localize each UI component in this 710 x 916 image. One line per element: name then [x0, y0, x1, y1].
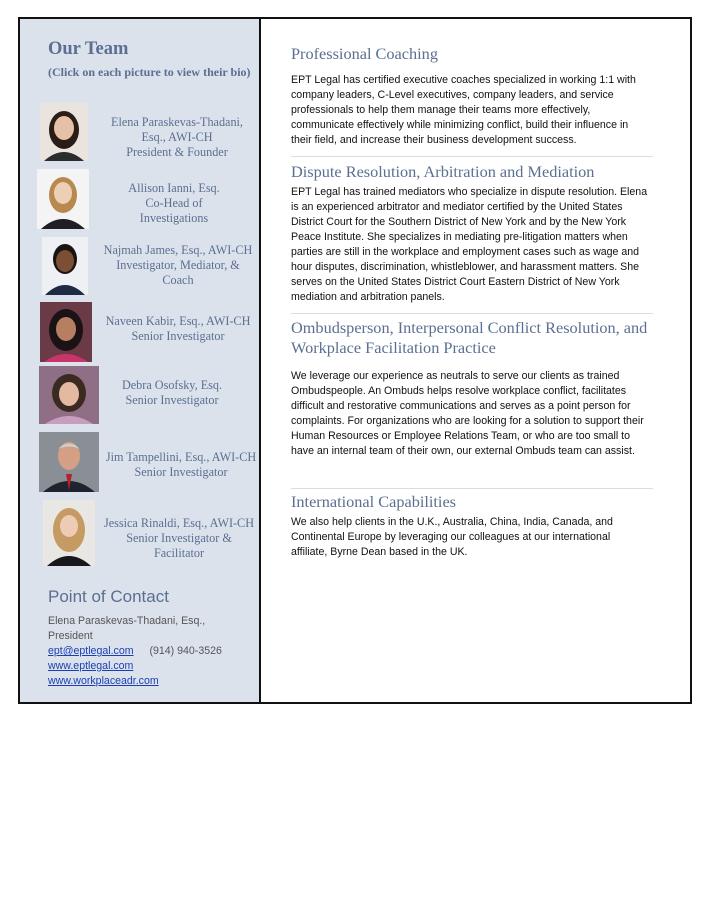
contact-title: Point of Contact — [48, 587, 169, 606]
body-text-line: Ombudspeople. An Ombuds helps resolve workplace conflict, facilitates — [291, 385, 627, 397]
portrait-photo[interactable] — [43, 500, 95, 566]
member-credential: Senior Investigator — [134, 465, 228, 479]
contact-name: Elena Paraskevas-Thadani, Esq., — [48, 615, 206, 627]
team-member-naveen[interactable] — [20, 302, 259, 364]
section-divider — [291, 488, 653, 489]
section-title-dispute: Dispute Resolution, Arbitration and Mediation — [291, 162, 595, 181]
team-member-allison[interactable] — [20, 169, 259, 231]
section-title-coaching: Professional Coaching — [291, 44, 438, 63]
body-text-line: company leaders, C-Level executives, company leaders, and service — [291, 89, 614, 101]
body-text-line: have an internal team of their own, our external Ombuds team can assist. — [291, 445, 635, 457]
section-title-ombuds: Ombudsperson, Interpersonal Conflict Resolution, and Workplace Facilitation Practice — [291, 318, 648, 357]
page-frame — [18, 17, 692, 704]
body-text-line: Continental Europe by leveraging our colleagues at our international — [291, 531, 611, 543]
member-credential: Co-Head of — [145, 196, 203, 210]
member-role: Coach — [162, 273, 194, 287]
member-name: Allison Ianni, Esq. — [128, 181, 220, 195]
portrait-photo[interactable] — [39, 366, 99, 424]
member-name: Jessica Rinaldi, Esq., AWI-CH — [104, 516, 254, 530]
body-text-line: hour disputes, discrimination, whistleblower, and harassment matters. She — [291, 261, 639, 273]
portrait-photo[interactable] — [42, 237, 88, 295]
body-text-line: difficult and restorative communications and serves as a point person for — [291, 400, 631, 412]
member-credential: Senior Investigator — [131, 329, 225, 343]
member-credential: Senior Investigator & — [126, 531, 232, 545]
section-body-international — [291, 515, 681, 560]
team-member-jessica[interactable] — [20, 500, 259, 568]
member-role: Investigations — [139, 211, 209, 225]
contact-email-row — [48, 645, 222, 657]
member-name: Jim Tampellini, Esq., AWI-CH — [105, 450, 257, 464]
body-text-line: We leverage our experience as neutrals to serve our clients as trained — [291, 370, 620, 382]
contact-position: President — [48, 630, 93, 642]
body-text-line: their field, and increase their business development success. — [291, 134, 577, 146]
member-name: Najmah James, Esq., AWI-CH — [103, 243, 253, 257]
member-role: Facilitator — [153, 546, 205, 560]
member-name: Naveen Kabir, Esq., AWI-CH — [105, 314, 251, 328]
member-role: President & Founder — [126, 145, 228, 159]
portrait-photo[interactable] — [37, 169, 89, 229]
portrait-photo[interactable] — [39, 432, 99, 492]
member-credential: Esq., AWI-CH — [141, 130, 213, 144]
member-credential: Investigator, Mediator, & — [116, 258, 240, 272]
section-body-coaching — [291, 73, 681, 148]
body-text-line: professionals to help them manage their teams more effectively, — [291, 104, 591, 116]
body-text-line: is an experienced arbitrator and mediator certified by the United States — [291, 201, 623, 213]
member-credential: Senior Investigator — [125, 393, 219, 407]
section-body-ombuds — [291, 369, 681, 459]
body-text-line: Human Resources or Employee Relations Team, or who are too small to — [291, 430, 630, 442]
body-text-line: affiliate, Byrne Dean based in the UK. — [291, 546, 468, 558]
body-text-line: complaints. For organizations who are looking for a solution to support their — [291, 415, 644, 427]
body-text-line: communicate effectively while minimizing conflict, build their influence in — [291, 119, 629, 131]
body-text-line: District Court for the Southern District of New York and by the New York — [291, 216, 627, 228]
team-member-najmah[interactable] — [20, 237, 259, 299]
services-content — [261, 19, 690, 702]
contact-website-row — [48, 675, 159, 687]
team-member-debra[interactable] — [20, 366, 259, 428]
body-text-line: serves on the United States District Court Eastern District of New York — [291, 276, 620, 288]
team-member-elena[interactable] — [20, 103, 259, 165]
portrait-photo[interactable] — [40, 302, 92, 362]
body-text-line: EPT Legal has certified executive coaches specialized in working 1:1 with — [291, 74, 636, 86]
contact-website-row — [48, 660, 133, 672]
website-link-eptlegal[interactable]: www.eptlegal.com — [48, 660, 134, 672]
body-text-line: parties are still in the workplace and employment cases such as wage and — [291, 246, 640, 258]
body-text-line: We also help clients in the U.K., Australia, China, India, Canada, and — [291, 516, 613, 528]
body-text-line: Peace Institute. She specializes in mediating pre-litigation matters when — [291, 231, 628, 243]
phone-number: (914) 940-3526 — [149, 645, 222, 657]
team-member-jim[interactable] — [20, 432, 259, 494]
section-divider — [291, 313, 653, 314]
section-divider — [291, 156, 653, 157]
portrait-photo[interactable] — [40, 103, 88, 161]
team-sidebar — [20, 19, 261, 702]
team-title: Our Team — [48, 39, 129, 59]
website-link-workplaceadr[interactable]: www.workplaceadr.com — [48, 675, 159, 687]
team-subtitle: (Click on each picture to view their bio) — [48, 65, 251, 79]
email-link[interactable]: ept@eptlegal.com — [48, 645, 134, 657]
section-body-dispute — [291, 185, 681, 305]
body-text-line: mediation and arbitration panels. — [291, 291, 445, 303]
body-text-line: EPT Legal has trained mediators who specialize in dispute resolution. Elena — [291, 186, 648, 198]
member-name: Debra Osofsky, Esq. — [121, 378, 223, 392]
section-title-international: International Capabilities — [291, 492, 457, 511]
member-name: Elena Paraskevas-Thadani, — [111, 115, 243, 129]
